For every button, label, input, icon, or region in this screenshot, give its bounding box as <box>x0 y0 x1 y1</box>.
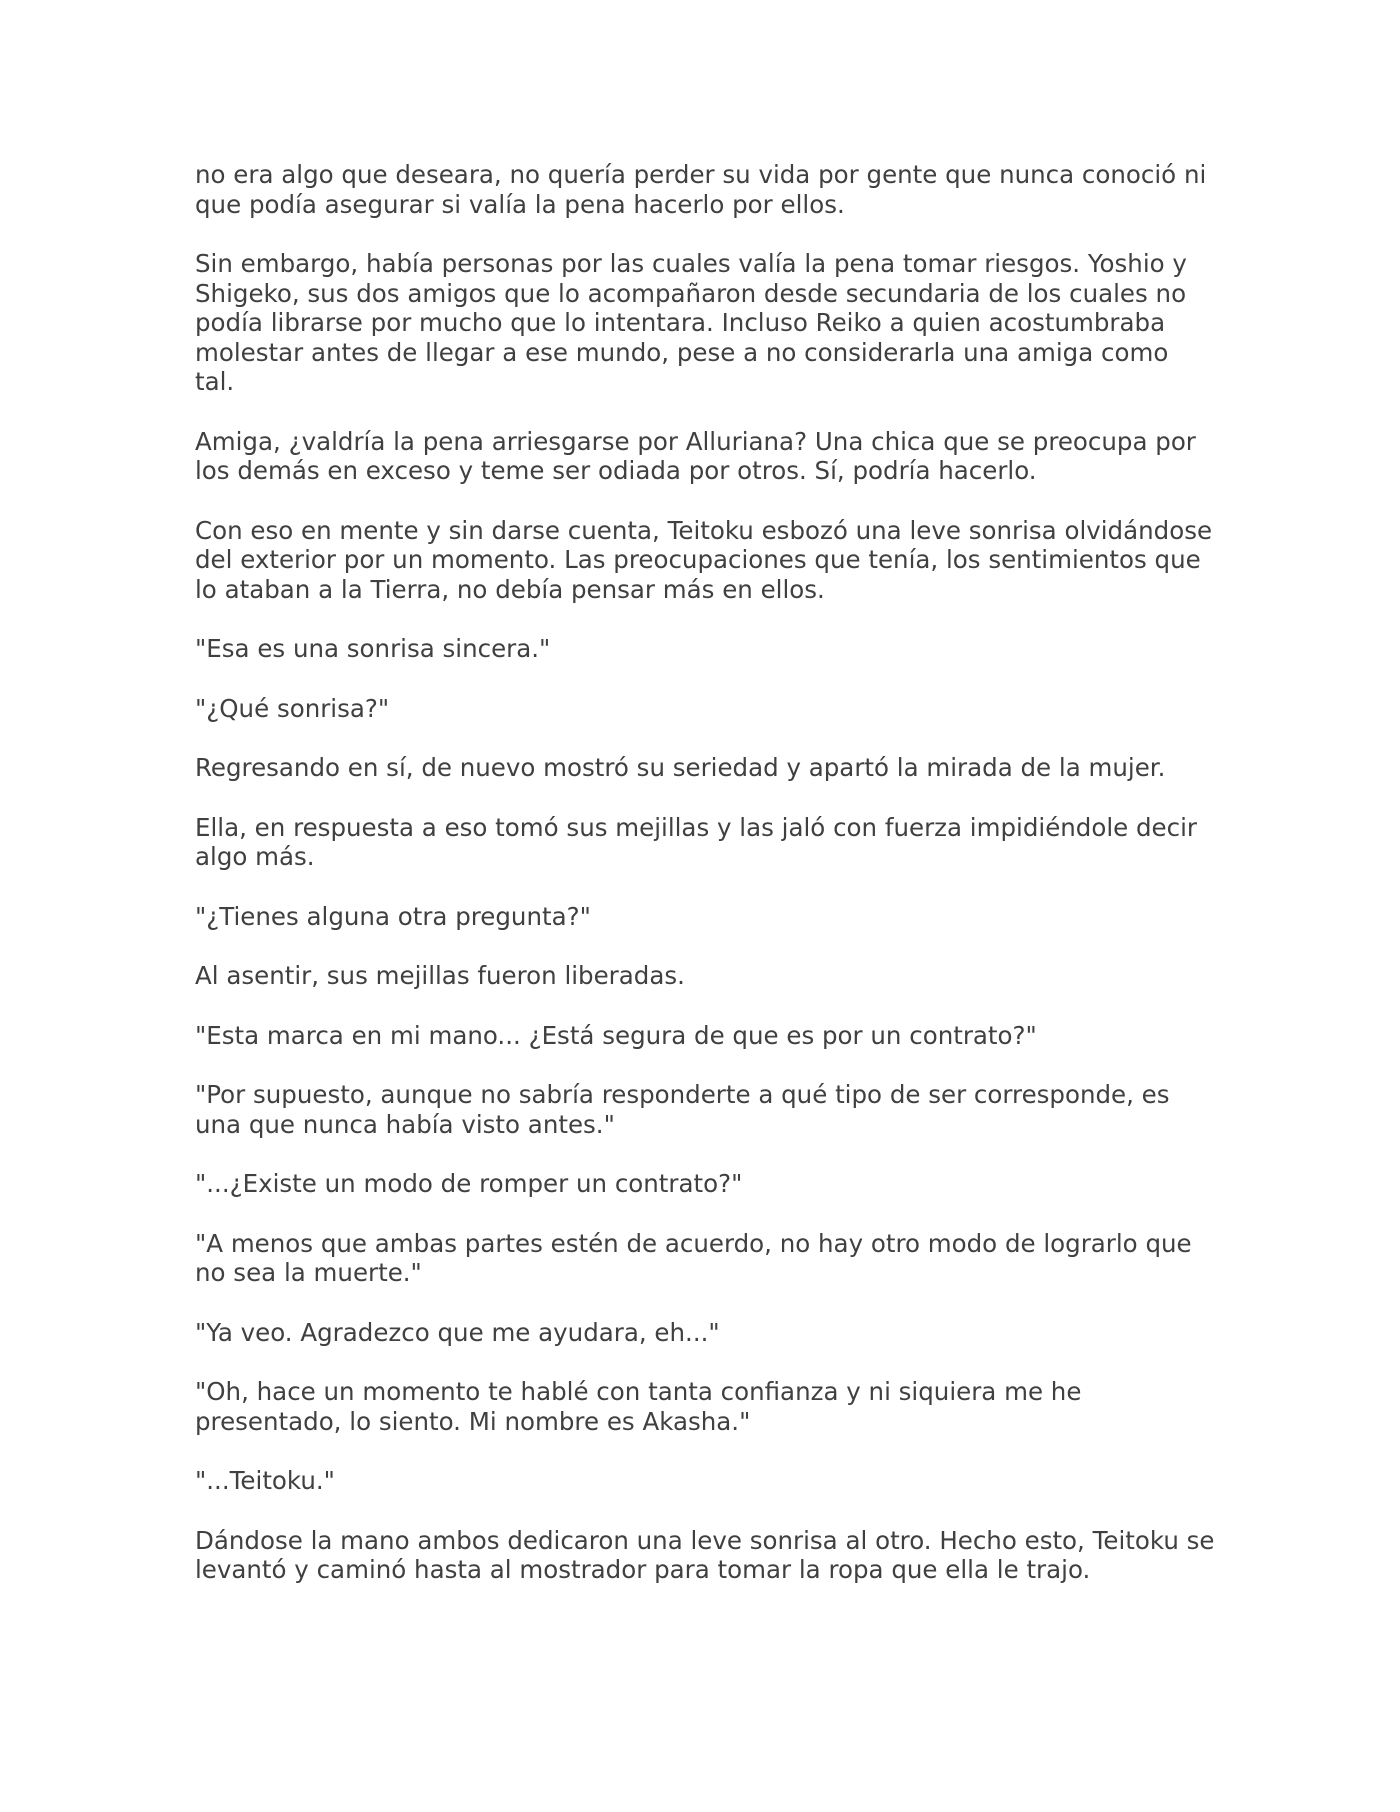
paragraph: Dándose la mano ambos dedicaron una leve sonrisa al otro. Hecho esto, Teitoku se levantó y caminó hasta al mostrador para tomar la ropa que ella le trajo. <box>195 1525 1215 1584</box>
paragraph: Amiga, ¿valdría la pena arriesgarse por Alluriana? Una chica que se preocupa por los demás en exceso y teme ser odiada por otros. Sí, podría hacerlo. <box>195 426 1196 485</box>
dialogue-line: "¿Tienes alguna otra pregunta?" <box>195 901 591 931</box>
document-body <box>195 160 1215 1615</box>
dialogue-line: "Esta marca en mi mano... ¿Está segura de que es por un contrato?" <box>195 1020 1037 1050</box>
paragraph: Al asentir, sus mejillas fueron liberadas. <box>195 961 685 990</box>
dialogue-line: "Esa es una sonrisa sincera." <box>195 634 551 663</box>
dialogue-line: "...¿Existe un modo de romper un contrato?" <box>195 1169 743 1198</box>
paragraph: Sin embargo, había personas por las cuales valía la pena tomar riesgos. Yoshio y Shigeko, sus dos amigos que lo acompañaron desde secundaria de los cuales no podía librarse por mucho que lo intentara. Incluso Reiko a quien acostumbraba molestar antes de llegar a ese mundo, pese a no considerarla una amiga como tal. <box>195 249 1187 396</box>
dialogue-line: "¿Qué sonrisa?" <box>195 693 390 723</box>
paragraph: Con eso en mente y sin darse cuenta, Teitoku esbozó una leve sonrisa olvidándose del exterior por un momento. Las preocupaciones que tenía, los sentimientos que lo ataban a la Tierra, no debía pensar más en ellos. <box>195 515 1213 604</box>
dialogue-line: "Ya veo. Agradezco que me ayudara, eh..." <box>195 1317 720 1347</box>
dialogue-line: "Por supuesto, aunque no sabría responderte a qué tipo de ser corresponde, es una que nunca había visto antes." <box>195 1080 1170 1139</box>
paragraph: Regresando en sí, de nuevo mostró su seriedad y apartó la mirada de la mujer. <box>195 753 1166 782</box>
paragraph: no era algo que deseara, no quería perder su vida por gente que nunca conoció ni que podía asegurar si valía la pena hacerlo por ellos. <box>195 160 1207 219</box>
dialogue-line: "...Teitoku." <box>195 1466 335 1495</box>
dialogue-line: "A menos que ambas partes estén de acuerdo, no hay otro modo de lograrlo que no sea la muerte." <box>195 1228 1192 1287</box>
paragraph: Ella, en respuesta a eso tomó sus mejillas y las jaló con fuerza impidiéndole decir algo más. <box>195 812 1197 871</box>
dialogue-line: "Oh, hace un momento te hablé con tanta confianza y ni siquiera me he presentado, lo siento. Mi nombre es Akasha." <box>195 1377 1082 1436</box>
